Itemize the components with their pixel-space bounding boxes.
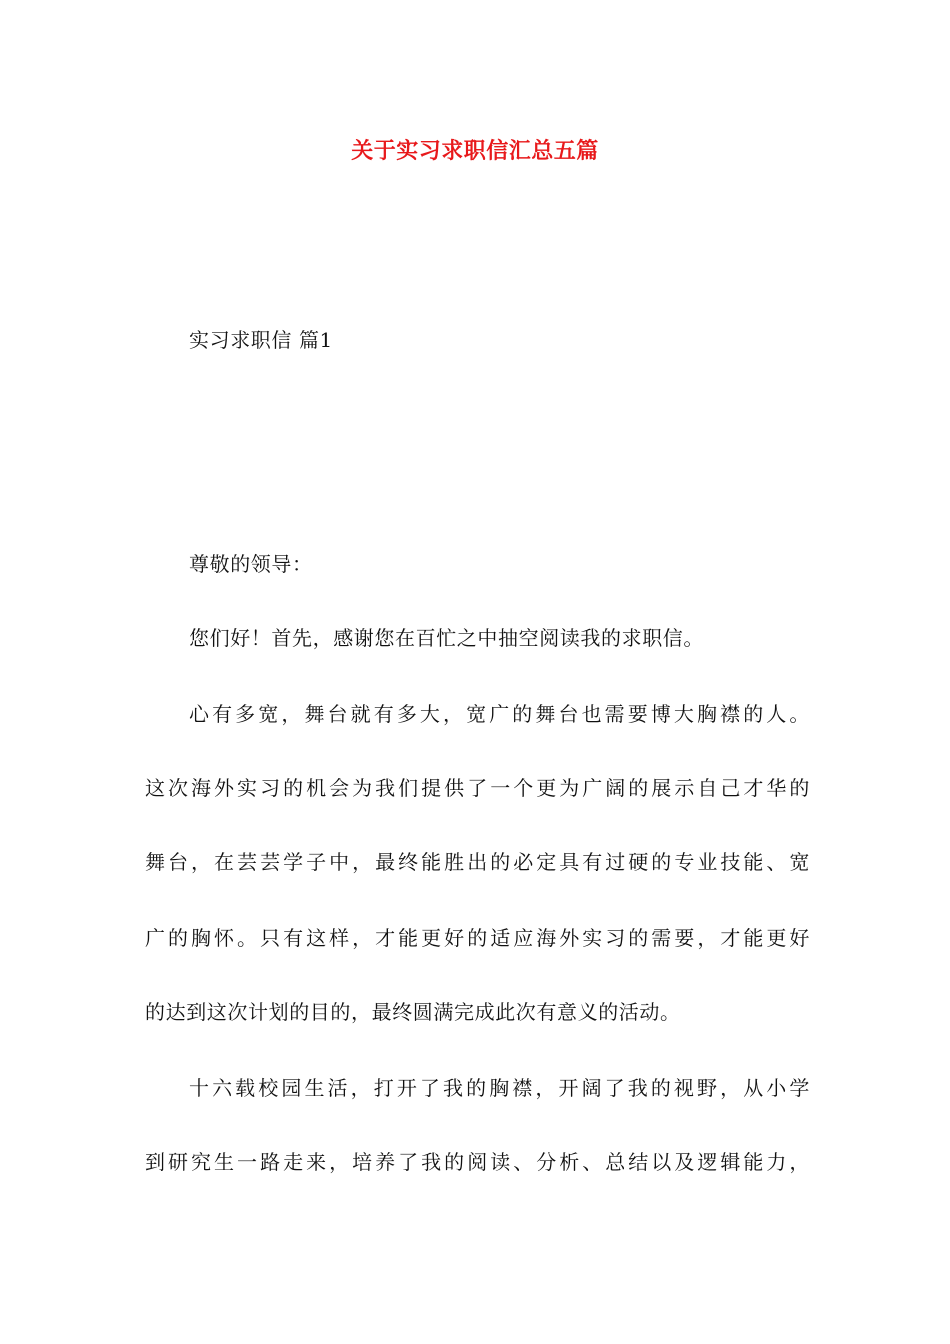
paragraph-line: 舞台，在芸芸学子中，最终能胜出的必定具有过硬的专业技能、宽 xyxy=(145,850,810,874)
paragraph-line: 心有多宽，舞台就有多大，宽广的舞台也需要博大胸襟的人。 xyxy=(189,702,810,726)
section-heading: 实习求职信 篇1 xyxy=(189,328,333,352)
paragraph-line: 到研究生一路走来，培养了我的阅读、分析、总结以及逻辑能力， xyxy=(145,1150,810,1174)
paragraph-line: 这次海外实习的机会为我们提供了一个更为广阔的展示自己才华的 xyxy=(145,776,810,800)
paragraph-line: 您们好！首先，感谢您在百忙之中抽空阅读我的求职信。 xyxy=(189,626,704,650)
paragraph-line: 十六载校园生活，打开了我的胸襟，开阔了我的视野，从小学 xyxy=(189,1076,810,1100)
document-title: 关于实习求职信汇总五篇 xyxy=(351,139,599,164)
paragraph-line: 的达到这次计划的目的，最终圆满完成此次有意义的活动。 xyxy=(145,1000,681,1024)
paragraph-line: 广的胸怀。只有这样，才能更好的适应海外实习的需要，才能更好 xyxy=(145,926,810,950)
salutation: 尊敬的领导： xyxy=(189,552,313,576)
